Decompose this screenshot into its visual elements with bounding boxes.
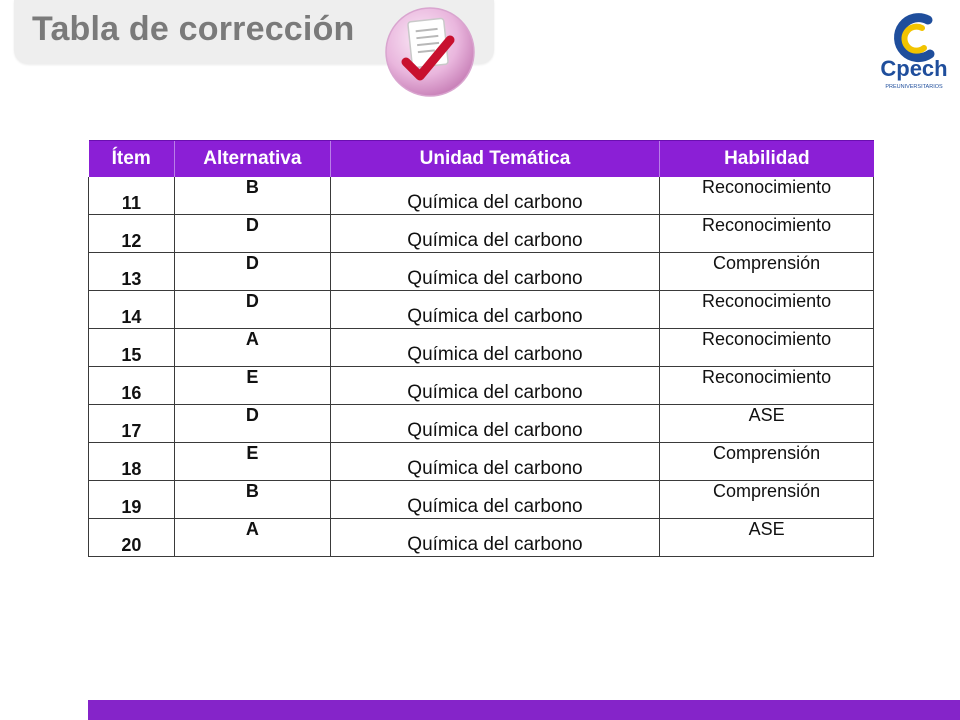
- cpech-logo: [876, 6, 952, 102]
- table-row: [89, 443, 874, 481]
- unit-cell: Química del carbono: [330, 481, 659, 519]
- alternative-cell: A: [174, 519, 330, 557]
- item-cell: 19: [89, 481, 175, 519]
- col-header-skill: Habilidad: [660, 141, 874, 178]
- alternative-cell: D: [174, 405, 330, 443]
- table-row: [89, 177, 874, 215]
- unit-cell: Química del carbono: [330, 253, 659, 291]
- page-title: Tabla de corrección: [32, 10, 355, 48]
- footer-bar: [88, 700, 960, 720]
- alternative-cell: D: [174, 291, 330, 329]
- skill-cell: ASE: [660, 405, 874, 443]
- item-cell: 15: [89, 329, 175, 367]
- checklist-check-icon: [384, 6, 476, 98]
- skill-cell: Reconocimiento: [660, 291, 874, 329]
- table-row: [89, 405, 874, 443]
- skill-cell: ASE: [660, 519, 874, 557]
- unit-cell: Química del carbono: [330, 443, 659, 481]
- correction-table: [88, 140, 874, 557]
- col-header-unit: Unidad Temática: [330, 141, 659, 178]
- unit-cell: Química del carbono: [330, 177, 659, 215]
- col-header-alternative: Alternativa: [174, 141, 330, 178]
- table-row: [89, 481, 874, 519]
- alternative-cell: A: [174, 329, 330, 367]
- alternative-cell: B: [174, 481, 330, 519]
- alternative-cell: E: [174, 367, 330, 405]
- table-row: [89, 253, 874, 291]
- skill-cell: Comprensión: [660, 443, 874, 481]
- item-cell: 13: [89, 253, 175, 291]
- item-cell: 11: [89, 177, 175, 215]
- item-cell: 14: [89, 291, 175, 329]
- svg-text:Cpech: Cpech: [880, 56, 948, 81]
- table-row: [89, 291, 874, 329]
- alternative-cell: B: [174, 177, 330, 215]
- skill-cell: Reconocimiento: [660, 329, 874, 367]
- unit-cell: Química del carbono: [330, 405, 659, 443]
- unit-cell: Química del carbono: [330, 367, 659, 405]
- skill-cell: Comprensión: [660, 253, 874, 291]
- skill-cell: Reconocimiento: [660, 215, 874, 253]
- unit-cell: Química del carbono: [330, 215, 659, 253]
- item-cell: 20: [89, 519, 175, 557]
- table-row: [89, 519, 874, 557]
- table-header-row: [89, 141, 874, 178]
- alternative-cell: D: [174, 215, 330, 253]
- item-cell: 16: [89, 367, 175, 405]
- item-cell: 12: [89, 215, 175, 253]
- skill-cell: Comprensión: [660, 481, 874, 519]
- table-row: [89, 329, 874, 367]
- alternative-cell: D: [174, 253, 330, 291]
- table-row: [89, 215, 874, 253]
- item-cell: 17: [89, 405, 175, 443]
- table-row: [89, 367, 874, 405]
- unit-cell: Química del carbono: [330, 329, 659, 367]
- skill-cell: Reconocimiento: [660, 367, 874, 405]
- svg-text:PREUNIVERSITARIOS: PREUNIVERSITARIOS: [885, 84, 943, 90]
- item-cell: 18: [89, 443, 175, 481]
- col-header-item: Ítem: [89, 141, 175, 178]
- alternative-cell: E: [174, 443, 330, 481]
- skill-cell: Reconocimiento: [660, 177, 874, 215]
- unit-cell: Química del carbono: [330, 519, 659, 557]
- unit-cell: Química del carbono: [330, 291, 659, 329]
